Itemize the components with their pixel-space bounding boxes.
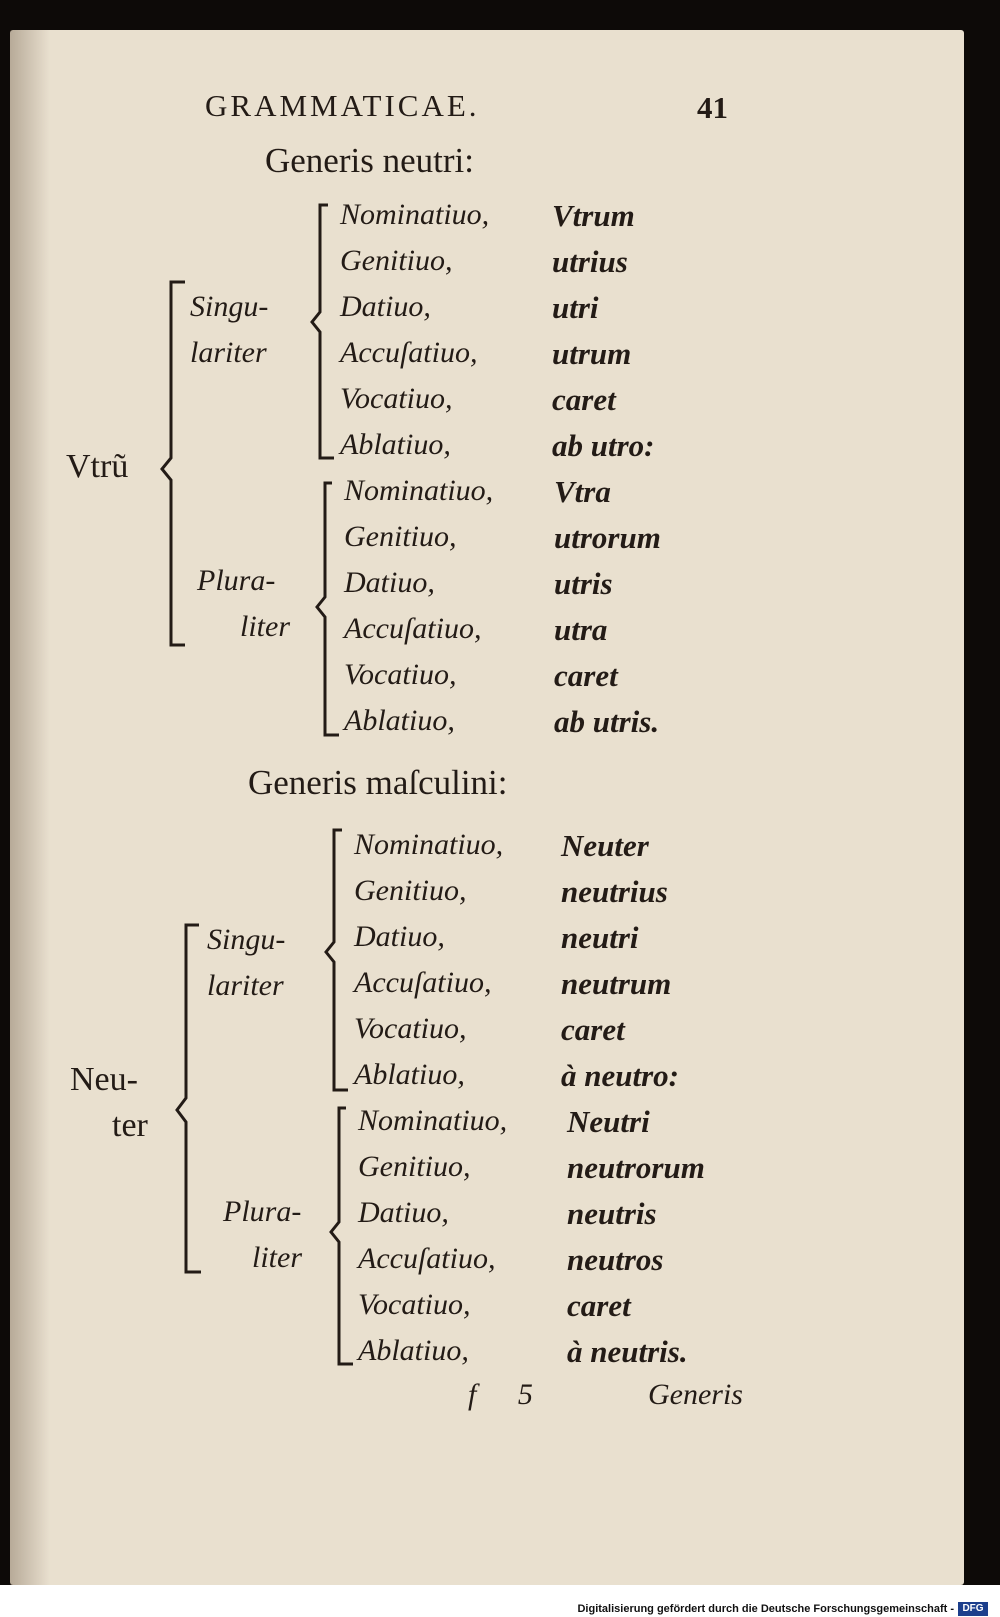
case-name: Genitiuo, [358,1150,471,1183]
group-label: Plura- [197,564,276,597]
declension-form: ab utris. [554,704,660,739]
case-name: Ablatiuo, [358,1334,469,1367]
declension-form: neutrorum [567,1150,705,1185]
declension-form: ab utro: [552,428,655,463]
case-name: Datiuo, [358,1196,449,1229]
declension-form: neutris [567,1196,657,1231]
brace-singular [326,830,348,1090]
case-name: Accuſatiuo, [344,612,482,645]
case-name: Nominatiuo, [354,828,504,861]
declension-form: Vtra [554,474,611,509]
declension-form: caret [552,382,616,417]
paradigm-word: ter [112,1107,148,1144]
case-name: Nominatiuo, [340,198,490,231]
group-label: Plura- [223,1195,302,1228]
declension-form: utris [554,566,613,601]
declension-form: Neutri [567,1104,650,1139]
dfg-logo: DFG [958,1602,988,1616]
case-name: Nominatiuo, [358,1104,508,1137]
case-name: Genitiuo, [340,244,453,277]
case-name: Genitiuo, [354,874,467,907]
case-name: Datiuo, [340,290,431,323]
brace-outer [162,282,185,645]
declension-form: à neutro: [561,1058,679,1093]
group-label: liter [240,610,290,643]
declension-form: neutri [561,920,639,955]
case-name: Vocatiuo, [358,1288,471,1321]
brace-singular [312,205,334,458]
case-name: Genitiuo, [344,520,457,553]
funding-note: Digitalisierung gefördert durch die Deutsche Forschungsgemeinschaft - [577,1603,954,1615]
case-name: Accuſatiuo, [358,1242,496,1275]
section-title: Generis maſculini: [248,763,508,802]
paradigm-word: Vtrũ [66,448,129,485]
case-name: Nominatiuo, [344,474,494,507]
case-name: Datiuo, [344,566,435,599]
case-name: Vocatiuo, [354,1012,467,1045]
paradigm-word: Neu- [70,1061,138,1098]
declension-form: caret [567,1288,631,1323]
declension-form: Vtrum [552,198,635,233]
declension-form: neutrius [561,874,668,909]
case-name: Ablatiuo, [340,428,451,461]
group-label: Singu- [207,923,286,956]
brace-plural [317,483,339,735]
declension-form: caret [554,658,618,693]
case-name: Accuſatiuo, [354,966,492,999]
declension-form: neutrum [561,966,672,1001]
declension-form: caret [561,1012,625,1047]
declension-form: utri [552,290,599,325]
case-name: Vocatiuo, [340,382,453,415]
declension-form: utrum [552,336,632,371]
group-label: liter [252,1241,302,1274]
catchword: Generis [648,1378,743,1411]
folio-number: 41 [697,90,728,125]
case-name: Vocatiuo, [344,658,457,691]
declension-form: utrius [552,244,628,279]
declension-form: neutros [567,1242,664,1277]
case-name: Ablatiuo, [344,704,455,737]
signature-mark: f 5 [468,1378,533,1411]
section-title: Generis neutri: [265,141,474,180]
case-name: Accuſatiuo, [340,336,478,369]
group-label: lariter [190,336,267,369]
declension-form: utra [554,612,608,647]
declension-form: à neutris. [567,1334,688,1369]
declension-form: Neuter [561,828,649,863]
running-head: GRAMMATICAE. [205,88,480,123]
case-name: Datiuo, [354,920,445,953]
brace-plural [331,1108,353,1364]
case-name: Ablatiuo, [354,1058,465,1091]
group-label: lariter [207,969,284,1002]
group-label: Singu- [190,290,269,323]
brace-outer [177,925,201,1272]
declension-form: utrorum [554,520,661,555]
